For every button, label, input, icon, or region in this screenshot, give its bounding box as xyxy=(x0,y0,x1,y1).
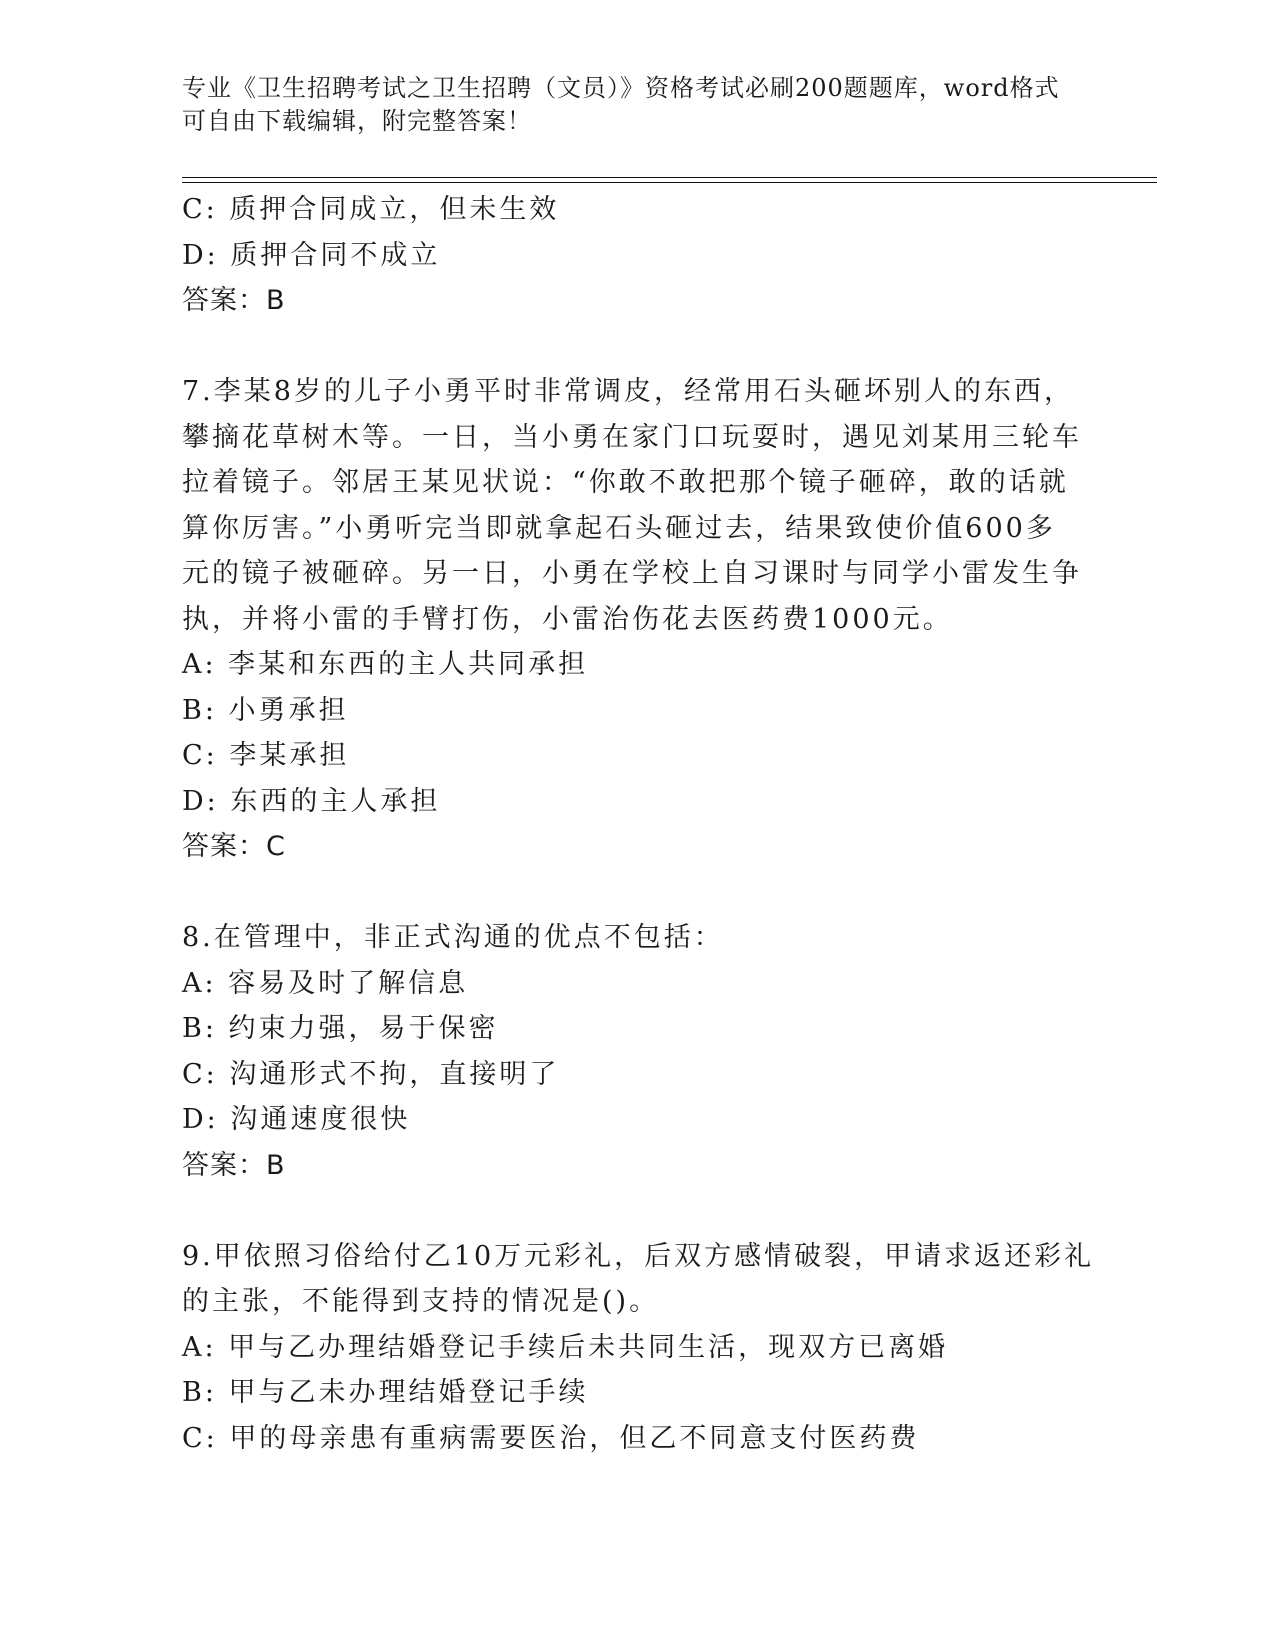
option-b: B: 约束力强，易于保密 xyxy=(182,1013,499,1044)
document-header xyxy=(182,72,1062,138)
question-9 xyxy=(182,1234,1095,1462)
question-8 xyxy=(182,915,1082,1188)
question-stem-line: 的主张，不能得到支持的情况是()。 xyxy=(182,1286,660,1317)
spacer xyxy=(182,324,1082,370)
option-d: D: 质押合同不成立 xyxy=(182,239,441,271)
header-divider-thick xyxy=(182,177,1157,178)
header-title-line-1: 专业《卫生招聘考试之卫生招聘（文员）》资格考试必刷200题题库，word格式 xyxy=(182,74,1060,102)
spacer xyxy=(182,1188,1082,1234)
question-stem-line: 算你厉害。”小勇听完当即就拿起石头砸过去，结果致使价值600多 xyxy=(182,512,1056,544)
spacer xyxy=(182,870,1082,916)
answer-label: 答案：B xyxy=(182,1149,286,1181)
question-list xyxy=(182,187,1095,1461)
question-stem-line: 攀摘花草树木等。一日，当小勇在家门口玩耍时，遇见刘某用三轮车 xyxy=(182,421,1082,453)
option-c: C: 质押合同成立，但未生效 xyxy=(182,194,560,225)
option-c: C: 沟通形式不拘，直接明了 xyxy=(182,1058,560,1090)
question-7 xyxy=(182,369,1082,870)
option-c: C: 李某承担 xyxy=(182,740,350,771)
question-stem-line: 拉着镜子。邻居王某见状说：“你敢不敢把那个镜子砸碎，敢的话就 xyxy=(182,467,1069,498)
option-c: C: 甲的母亲患有重病需要医治，但乙不同意支付医药费 xyxy=(182,1422,920,1454)
question-stem-line: 7.李某8岁的儿子小勇平时非常调皮，经常用石头砸坏别人的东西， xyxy=(182,376,1074,407)
option-a: A: 李某和东西的主人共同承担 xyxy=(182,649,589,680)
question-stem-line: 执，并将小雷的手臂打伤，小雷治伤花去医药费1000元。 xyxy=(182,603,953,635)
question-stem-line: 元的镜子被砸碎。另一日，小勇在学校上自习课时与同学小雷发生争 xyxy=(182,558,1082,589)
header-divider-thin xyxy=(182,182,1157,183)
option-b: B: 小勇承担 xyxy=(182,694,349,726)
question-stem-line: 9.甲依照习俗给付乙10万元彩礼，后双方感情破裂，甲请求返还彩礼 xyxy=(182,1240,1095,1272)
option-d: D: 沟通速度很快 xyxy=(182,1104,411,1135)
answer-label: 答案：B xyxy=(182,285,286,316)
answer-label: 答案：C xyxy=(182,831,286,862)
header-title-line-2: 可自由下载编辑，附完整答案！ xyxy=(182,107,532,135)
option-b: B: 甲与乙未办理结婚登记手续 xyxy=(182,1377,589,1408)
option-a: A: 甲与乙办理结婚登记手续后未共同生活，现双方已离婚 xyxy=(182,1331,949,1363)
question-6-tail xyxy=(182,187,1082,324)
option-a: A: 容易及时了解信息 xyxy=(182,967,469,999)
question-stem-line: 8.在管理中，非正式沟通的优点不包括： xyxy=(182,922,724,953)
option-d: D: 东西的主人承担 xyxy=(182,785,441,817)
